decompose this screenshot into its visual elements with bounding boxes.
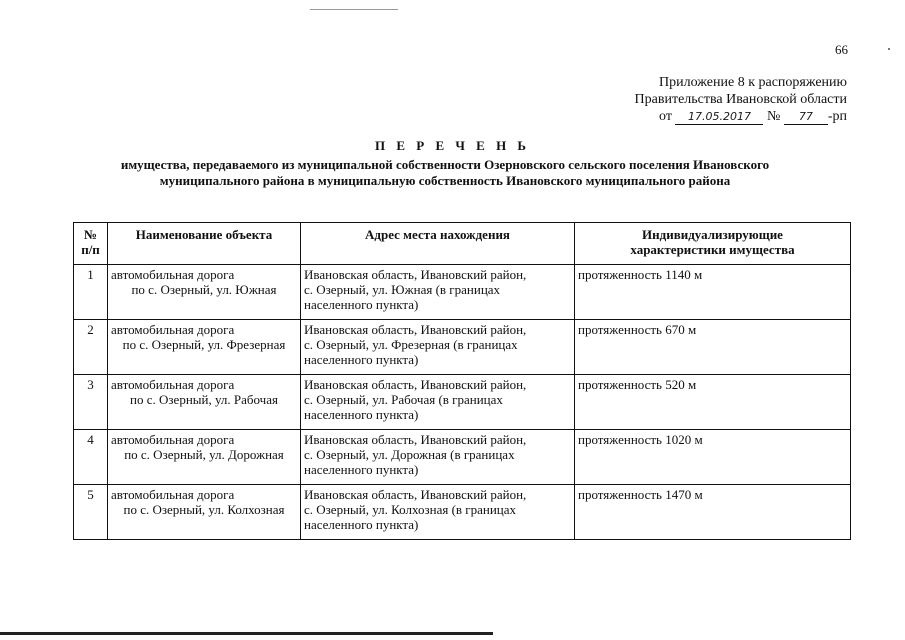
object-address <box>301 430 575 485</box>
row-number: 5 <box>74 485 108 540</box>
page-number: 66 <box>835 42 848 57</box>
object-name <box>108 485 301 540</box>
address-line-3: населенного пункта) <box>304 297 419 312</box>
address-line-3: населенного пункта) <box>304 462 419 477</box>
appendix-from-label: от <box>659 109 672 124</box>
address-line-3: населенного пункта) <box>304 517 419 532</box>
header-characteristics <box>575 223 851 265</box>
appendix-line-3 <box>527 108 847 125</box>
object-name <box>108 320 301 375</box>
object-name <box>108 375 301 430</box>
appendix-line-1: Приложение 8 к распоряжению <box>659 75 847 90</box>
property-table <box>73 222 851 540</box>
subtitle-line-2: муниципального района в муниципальную собственность Ивановского муниципального района <box>159 173 731 188</box>
object-name-line-2: по с. Озерный, ул. Фрезерная <box>122 337 286 352</box>
address-line-1: Ивановская область, Ивановский район, <box>304 487 527 502</box>
address-line-3: населенного пункта) <box>304 352 419 367</box>
address-line-3: населенного пункта) <box>304 407 419 422</box>
address-line-2: с. Озерный, ул. Южная (в границах <box>304 282 501 297</box>
scan-speck <box>888 48 890 50</box>
address-line-2: с. Озерный, ул. Колхозная (в границах <box>304 502 517 517</box>
number-sign: № <box>766 109 781 124</box>
header-characteristics-line-2: характеристики имущества <box>630 242 795 257</box>
address-line-1: Ивановская область, Ивановский район, <box>304 267 527 282</box>
order-suffix: -рп <box>827 109 847 124</box>
table-header-row <box>74 223 851 265</box>
object-characteristics: протяженность 1140 м <box>575 265 851 320</box>
object-name-line-2: по с. Озерный, ул. Колхозная <box>123 502 285 517</box>
header-object-name: Наименование объекта <box>108 223 301 265</box>
header-characteristics-line-1: Индивидуализирующие <box>642 227 783 242</box>
object-characteristics: протяженность 520 м <box>575 375 851 430</box>
object-characteristics: протяженность 670 м <box>575 320 851 375</box>
object-name-line-2: по с. Озерный, ул. Рабочая <box>130 392 278 407</box>
handwritten-date: 17.05.2017 <box>675 110 763 125</box>
document-subtitle <box>40 157 850 189</box>
header-number <box>74 223 108 265</box>
row-number: 4 <box>74 430 108 485</box>
object-address <box>301 320 575 375</box>
address-line-1: Ивановская область, Ивановский район, <box>304 377 527 392</box>
object-name-line-1: автомобильная дорога <box>111 377 235 392</box>
object-name <box>108 430 301 485</box>
object-address <box>301 485 575 540</box>
object-address <box>301 375 575 430</box>
table-row <box>74 430 851 485</box>
handwritten-number: 77 <box>784 110 828 125</box>
header-number-line-2: п/п <box>81 242 100 257</box>
address-line-1: Ивановская область, Ивановский район, <box>304 322 527 337</box>
object-name-line-2: по с. Озерный, ул. Дорожная <box>124 447 284 462</box>
table-row <box>74 485 851 540</box>
appendix-block <box>527 74 847 125</box>
row-number: 3 <box>74 375 108 430</box>
row-number: 1 <box>74 265 108 320</box>
object-name-line-1: автомобильная дорога <box>111 487 235 502</box>
header-number-line-1: № <box>83 227 98 242</box>
address-line-2: с. Озерный, ул. Фрезерная (в границах <box>304 337 518 352</box>
appendix-line-2: Правительства Ивановской области <box>634 92 847 107</box>
table-row <box>74 265 851 320</box>
object-address <box>301 265 575 320</box>
object-name-line-1: автомобильная дорога <box>111 432 235 447</box>
subtitle-line-1: имущества, передаваемого из муниципальной собственности Озерновского сельского поселения Ивановского <box>120 157 770 172</box>
address-line-2: с. Озерный, ул. Дорожная (в границах <box>304 447 515 462</box>
row-number: 2 <box>74 320 108 375</box>
scan-artifact-top-line <box>310 9 398 10</box>
address-line-2: с. Озерный, ул. Рабочая (в границах <box>304 392 503 407</box>
object-name-line-1: автомобильная дорога <box>111 322 235 337</box>
table-row <box>74 375 851 430</box>
object-name-line-1: автомобильная дорога <box>111 267 235 282</box>
header-address: Адрес места нахождения <box>301 223 575 265</box>
object-characteristics: протяженность 1470 м <box>575 485 851 540</box>
object-characteristics: протяженность 1020 м <box>575 430 851 485</box>
address-line-1: Ивановская область, Ивановский район, <box>304 432 527 447</box>
object-name-line-2: по с. Озерный, ул. Южная <box>131 282 277 297</box>
scan-artifact-bottom-line <box>0 632 493 635</box>
object-name <box>108 265 301 320</box>
document-title: П Е Р Е Ч Е Н Ь <box>374 138 531 153</box>
table-row <box>74 320 851 375</box>
